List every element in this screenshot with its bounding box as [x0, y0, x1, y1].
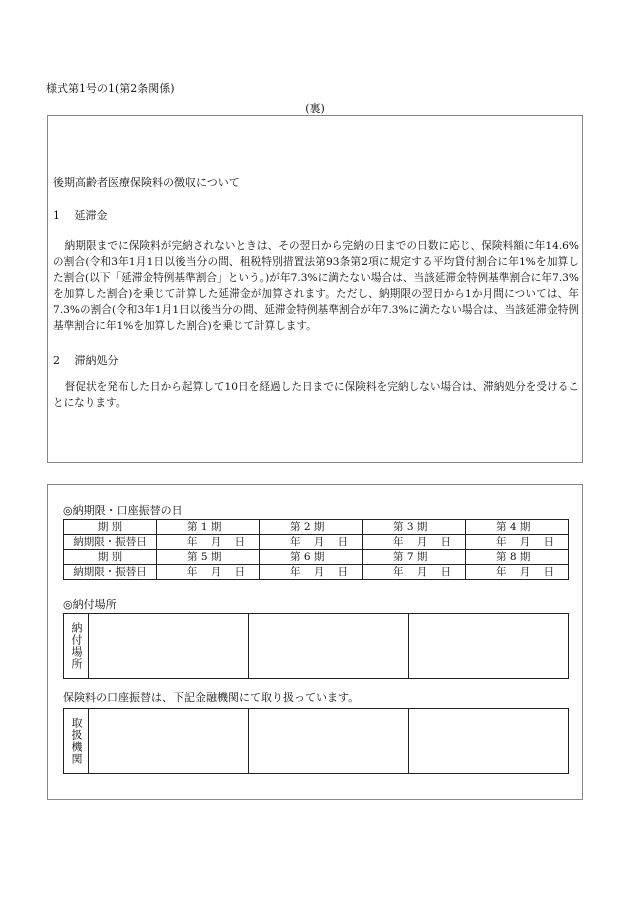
- due-date-8[interactable]: 年 月 日: [466, 565, 569, 580]
- due-date-4[interactable]: 年 月 日: [466, 535, 569, 550]
- section-1-number: 1: [53, 209, 60, 222]
- section-2-body: 督促状を発布した日から起算して10日を経過した日までに保険料を完納しない場合は、滞納処分を受けることになります。: [53, 381, 579, 409]
- due-date-label: 納期限・振替日: [64, 535, 157, 550]
- due-date-label: 納期限・振替日: [64, 565, 157, 580]
- period-5: 第 5 期: [157, 550, 260, 565]
- bank-title: 保険料の口座振替は、下記金融機関にて取り扱っています。: [63, 691, 360, 704]
- period-6: 第 6 期: [260, 550, 363, 565]
- due-date-2[interactable]: 年 月 日: [260, 535, 363, 550]
- section-1-body: 納期限までに保険料が完納されないときは、その翌日から完納の日までの日数に応じ、保険料額に年14.6%の割合(令和3年1月1日以後当分の間、租税特別措置法第93条第2項に規定する平均貸付割合に年1%を加算した割合(以下「延滞金特例基準割合」という。)が年7.3%に満たない場合は、当該延滞金特例基準割合に年7.3%を加算した割合)を乗じて計算した延滞金が加算されます。ただし、納期限の翌日から1か月間については、年7.3%の割合(令和3年1月1日以後当分の間、延滞金特例基準割合が年7.3%に満たない場合は、当該延滞金特例基準割合に年1%を加算した割合)を乗じて計算します。: [53, 240, 579, 332]
- payment-place-title: ◎納付場所: [63, 598, 117, 611]
- schedule-box: [47, 484, 583, 800]
- bank-cell-2[interactable]: [249, 709, 409, 773]
- bank-label: 取扱機関: [64, 709, 89, 773]
- page-side-label: (裏): [305, 102, 325, 115]
- due-date-5[interactable]: 年 月 日: [157, 565, 260, 580]
- table-row: [64, 535, 569, 550]
- schedule-table: [63, 519, 569, 580]
- section-1-heading: [53, 207, 108, 223]
- payment-place-label: 納付場所: [64, 614, 89, 678]
- payment-place-cell-3[interactable]: [409, 614, 568, 678]
- bank-table: [63, 708, 569, 774]
- bank-cell-3[interactable]: [409, 709, 568, 773]
- period-label: 期 別: [64, 550, 157, 565]
- bank-cell-1[interactable]: [89, 709, 249, 773]
- section-2-number: 2: [53, 354, 60, 367]
- period-2: 第 2 期: [260, 520, 363, 535]
- form-number: 様式第1号の1(第2条関係): [46, 82, 175, 95]
- due-date-6[interactable]: 年 月 日: [260, 565, 363, 580]
- schedule-title: ◎納期限・口座振替の日: [63, 504, 183, 517]
- section-2-title: 滞納処分: [74, 354, 119, 367]
- notice-title: 後期高齢者医療保険料の徴収について: [53, 176, 240, 189]
- section-1-title: 延滞金: [74, 209, 108, 222]
- due-date-1[interactable]: 年 月 日: [157, 535, 260, 550]
- table-row: [64, 565, 569, 580]
- period-3: 第 3 期: [363, 520, 466, 535]
- payment-place-cell-1[interactable]: [89, 614, 249, 678]
- section-2-heading: [53, 352, 119, 368]
- table-row: [64, 520, 569, 535]
- payment-place-table: [63, 613, 569, 679]
- period-8: 第 8 期: [466, 550, 569, 565]
- due-date-7[interactable]: 年 月 日: [363, 565, 466, 580]
- notice-box: [47, 115, 583, 463]
- due-date-3[interactable]: 年 月 日: [363, 535, 466, 550]
- payment-place-cell-2[interactable]: [249, 614, 409, 678]
- period-7: 第 7 期: [363, 550, 466, 565]
- period-4: 第 4 期: [466, 520, 569, 535]
- period-1: 第 1 期: [157, 520, 260, 535]
- period-label: 期 別: [64, 520, 157, 535]
- table-row: [64, 550, 569, 565]
